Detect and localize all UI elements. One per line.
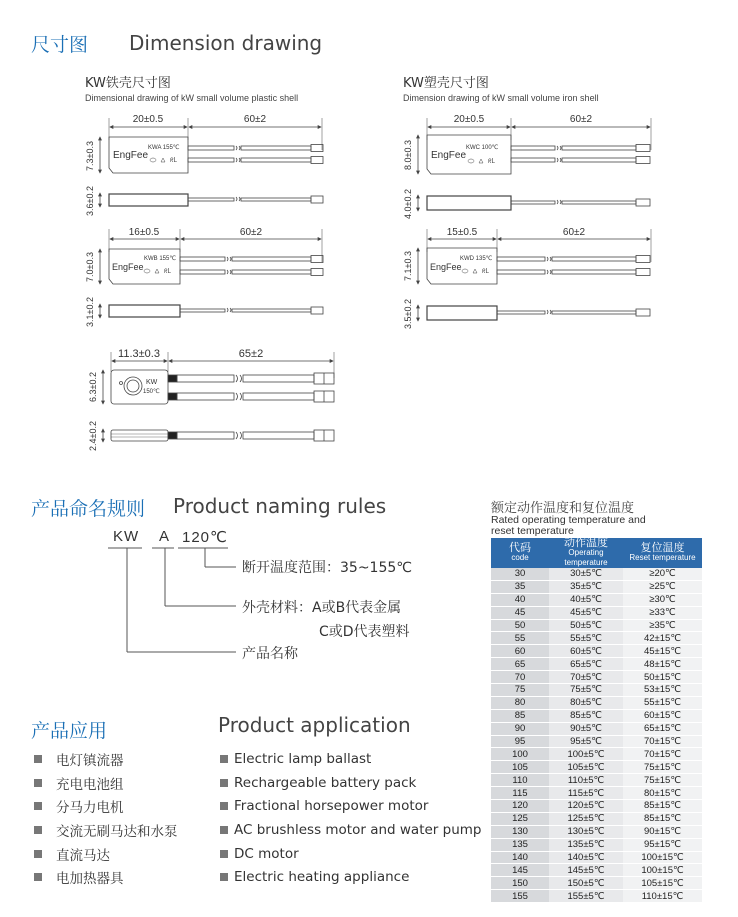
cell-reset-temp: 100±15℃ xyxy=(623,864,702,877)
kwa-width-label: 20±0.5 xyxy=(132,114,164,125)
naming-code-kw: KW xyxy=(113,528,140,545)
rated-table-title-cn: 额定动作温度和复位温度 xyxy=(491,501,635,516)
cell-reset-temp: ≥35℃ xyxy=(623,619,702,632)
cell-code: 70 xyxy=(491,671,549,684)
cell-reset-temp: 45±15℃ xyxy=(623,645,702,658)
cell-operating-temp: 150±5℃ xyxy=(549,877,623,890)
kwd-model: KWD 135℃ xyxy=(460,256,493,262)
cell-operating-temp: 50±5℃ xyxy=(549,619,623,632)
cell-operating-temp: 110±5℃ xyxy=(549,774,623,787)
kwb-model: KWB 155℃ xyxy=(144,256,177,262)
table-row xyxy=(491,812,702,825)
table-row xyxy=(491,851,702,864)
kwc-thick-label: 4.0±0.2 xyxy=(403,189,413,219)
cell-reset-temp: 80±15℃ xyxy=(623,787,702,800)
cell-code: 90 xyxy=(491,722,549,735)
round-label: KW xyxy=(146,379,158,386)
cell-code: 135 xyxy=(491,838,549,851)
cell-code: 40 xyxy=(491,593,549,606)
cell-operating-temp: 140±5℃ xyxy=(549,851,623,864)
header-code: 代码 code xyxy=(491,538,549,568)
table-row xyxy=(491,684,702,697)
list-item: Rechargeable battery pack xyxy=(220,771,482,795)
cell-code: 85 xyxy=(491,709,549,722)
list-item: DC motor xyxy=(220,842,482,866)
table-row xyxy=(491,696,702,709)
cell-code: 150 xyxy=(491,877,549,890)
cell-operating-temp: 130±5℃ xyxy=(549,825,623,838)
list-item: AC brushless motor and water pump xyxy=(220,818,482,842)
cell-reset-temp: 65±15℃ xyxy=(623,722,702,735)
table-row xyxy=(491,593,702,606)
cell-code: 60 xyxy=(491,645,549,658)
cell-code: 55 xyxy=(491,632,549,645)
cell-reset-temp: 70±15℃ xyxy=(623,748,702,761)
square-bullet-icon xyxy=(220,873,228,881)
square-bullet-icon xyxy=(34,755,42,763)
table-row xyxy=(491,632,702,645)
cell-code: 130 xyxy=(491,825,549,838)
round-drawing xyxy=(103,352,334,442)
cell-code: 30 xyxy=(491,568,549,580)
kwb-drawing xyxy=(100,229,323,318)
application-list-en xyxy=(220,747,482,889)
kwd-drawing xyxy=(418,229,651,321)
header-reset-temp: 复位温度 Reset temperature xyxy=(623,538,702,568)
svg-text:ᖇᒪ: ᖇᒪ xyxy=(170,158,177,164)
cell-operating-temp: 95±5℃ xyxy=(549,735,623,748)
kwa-thick-label: 3.6±0.2 xyxy=(85,186,95,216)
cell-code: 145 xyxy=(491,864,549,877)
cell-code: 115 xyxy=(491,787,549,800)
cell-reset-temp: 105±15℃ xyxy=(623,877,702,890)
kwc-model: KWC 100℃ xyxy=(466,145,499,151)
cell-operating-temp: 80±5℃ xyxy=(549,696,623,709)
table-row xyxy=(491,864,702,877)
cell-code: 50 xyxy=(491,619,549,632)
list-item: 交流无刷马达和水泵 xyxy=(34,818,178,842)
naming-title-cn: 产品命名规则 xyxy=(31,498,146,520)
cell-code: 155 xyxy=(491,890,549,903)
kwd-thick-label: 3.5±0.2 xyxy=(403,299,413,329)
cell-code: 110 xyxy=(491,774,549,787)
application-list-cn xyxy=(34,747,178,889)
table-row xyxy=(491,735,702,748)
cell-reset-temp: 42±15℃ xyxy=(623,632,702,645)
cell-reset-temp: 85±15℃ xyxy=(623,800,702,813)
left-drawing-title-en: Dimensional drawing of kW small volume plastic shell xyxy=(85,93,299,103)
kwb-brand: EngFee xyxy=(112,262,144,272)
round-width-label: 11.3±0.3 xyxy=(118,348,160,360)
table-row xyxy=(491,671,702,684)
kwa-model: KWA 155℃ xyxy=(148,145,180,151)
cell-reset-temp: ≥33℃ xyxy=(623,606,702,619)
dimension-title-en: Dimension drawing xyxy=(129,31,323,55)
kwc-brand: EngFee xyxy=(431,150,467,161)
cell-reset-temp: 53±15℃ xyxy=(623,684,702,697)
kwb-width-label: 16±0.5 xyxy=(128,227,160,238)
table-row xyxy=(491,877,702,890)
table-row xyxy=(491,722,702,735)
cell-operating-temp: 120±5℃ xyxy=(549,800,623,813)
table-row xyxy=(491,761,702,774)
cell-code: 120 xyxy=(491,800,549,813)
naming-line-temp-range: 断开温度范围：35~155℃ xyxy=(242,560,412,576)
kwb-lead-label: 60±2 xyxy=(239,227,263,238)
cell-reset-temp: 55±15℃ xyxy=(623,696,702,709)
rated-table-body xyxy=(491,568,702,903)
round-temp: 150℃ xyxy=(143,389,160,395)
table-row xyxy=(491,645,702,658)
naming-line-product-name: 产品名称 xyxy=(242,646,298,662)
naming-line-plastic: C或D代表塑料 xyxy=(319,624,410,640)
svg-text:ᖇᒪ: ᖇᒪ xyxy=(164,269,171,275)
table-row xyxy=(491,658,702,671)
cell-reset-temp: 85±15℃ xyxy=(623,812,702,825)
cell-operating-temp: 55±5℃ xyxy=(549,632,623,645)
cell-operating-temp: 100±5℃ xyxy=(549,748,623,761)
table-header-row xyxy=(491,538,702,568)
cell-code: 100 xyxy=(491,748,549,761)
square-bullet-icon xyxy=(220,850,228,858)
cell-code: 125 xyxy=(491,812,549,825)
table-row xyxy=(491,748,702,761)
naming-connector-lines xyxy=(0,540,260,660)
table-row xyxy=(491,580,702,593)
naming-code-a: A xyxy=(159,528,171,545)
cell-code: 65 xyxy=(491,658,549,671)
round-height-label: 6.3±0.2 xyxy=(88,372,98,402)
cell-operating-temp: 65±5℃ xyxy=(549,658,623,671)
list-item: 分马力电机 xyxy=(34,794,178,818)
kwc-width-label: 20±0.5 xyxy=(453,114,485,125)
table-row xyxy=(491,787,702,800)
application-title-cn: 产品应用 xyxy=(31,720,108,742)
table-row xyxy=(491,606,702,619)
cell-operating-temp: 125±5℃ xyxy=(549,812,623,825)
kwd-brand: EngFee xyxy=(430,262,462,272)
rated-table-title-en-1: Rated operating temperature and xyxy=(491,514,646,526)
cell-operating-temp: 30±5℃ xyxy=(549,568,623,580)
naming-line-shell-material: 外壳材料：A或B代表金属 xyxy=(242,600,402,616)
cell-operating-temp: 115±5℃ xyxy=(549,787,623,800)
kwc-drawing xyxy=(418,118,651,211)
kwb-height-label: 7.0±0.3 xyxy=(85,252,95,282)
cell-reset-temp: 90±15℃ xyxy=(623,825,702,838)
kwc-height-label: 8.0±0.3 xyxy=(403,140,413,170)
cell-operating-temp: 35±5℃ xyxy=(549,580,623,593)
cell-operating-temp: 45±5℃ xyxy=(549,606,623,619)
kwa-drawing xyxy=(100,118,323,207)
cell-operating-temp: 105±5℃ xyxy=(549,761,623,774)
list-item: 充电电池组 xyxy=(34,771,178,795)
naming-title-en: Product naming rules xyxy=(173,494,387,518)
cell-reset-temp: 110±15℃ xyxy=(623,890,702,903)
table-row xyxy=(491,800,702,813)
cell-reset-temp: 48±15℃ xyxy=(623,658,702,671)
list-item: 电加热器具 xyxy=(34,865,178,889)
right-drawing-title-en: Dimension drawing of kW small volume iron shell xyxy=(403,93,599,103)
square-bullet-icon xyxy=(220,826,228,834)
cell-operating-temp: 155±5℃ xyxy=(549,890,623,903)
cell-reset-temp: 95±15℃ xyxy=(623,838,702,851)
cell-reset-temp: ≥20℃ xyxy=(623,568,702,580)
svg-text:ᖇᒪ: ᖇᒪ xyxy=(482,269,489,275)
cell-operating-temp: 75±5℃ xyxy=(549,684,623,697)
cell-code: 80 xyxy=(491,696,549,709)
list-item: 直流马达 xyxy=(34,842,178,866)
square-bullet-icon xyxy=(220,755,228,763)
cell-code: 105 xyxy=(491,761,549,774)
square-bullet-icon xyxy=(34,873,42,881)
square-bullet-icon xyxy=(220,779,228,787)
kwd-height-label: 7.1±0.3 xyxy=(403,251,413,281)
list-item: Fractional horsepower motor xyxy=(220,794,482,818)
rated-temperature-table xyxy=(491,538,702,903)
cell-operating-temp: 135±5℃ xyxy=(549,838,623,851)
dimension-title-cn: 尺寸图 xyxy=(31,34,89,56)
kwa-height-label: 7.3±0.3 xyxy=(85,141,95,171)
cell-code: 75 xyxy=(491,684,549,697)
kwb-thick-label: 3.1±0.2 xyxy=(85,297,95,327)
table-row xyxy=(491,619,702,632)
cell-operating-temp: 60±5℃ xyxy=(549,645,623,658)
header-operating-temp: 动作温度 Operating temperature xyxy=(549,538,623,568)
cell-code: 45 xyxy=(491,606,549,619)
table-row xyxy=(491,568,702,580)
cell-operating-temp: 145±5℃ xyxy=(549,864,623,877)
svg-text:ᖇᒪ: ᖇᒪ xyxy=(488,159,495,165)
cell-operating-temp: 40±5℃ xyxy=(549,593,623,606)
square-bullet-icon xyxy=(220,802,228,810)
table-row xyxy=(491,890,702,903)
application-title-en: Product application xyxy=(218,713,411,737)
square-bullet-icon xyxy=(34,802,42,810)
cell-reset-temp: 50±15℃ xyxy=(623,671,702,684)
cell-reset-temp: ≥30℃ xyxy=(623,593,702,606)
cell-operating-temp: 90±5℃ xyxy=(549,722,623,735)
cell-reset-temp: 100±15℃ xyxy=(623,851,702,864)
cell-reset-temp: 60±15℃ xyxy=(623,709,702,722)
table-row xyxy=(491,774,702,787)
table-row xyxy=(491,838,702,851)
cell-reset-temp: 70±15℃ xyxy=(623,735,702,748)
square-bullet-icon xyxy=(34,779,42,787)
kwa-brand: EngFee xyxy=(113,150,149,161)
list-item: 电灯镇流器 xyxy=(34,747,178,771)
kwd-width-label: 15±0.5 xyxy=(446,227,478,238)
cell-reset-temp: 75±15℃ xyxy=(623,761,702,774)
kwa-lead-label: 60±2 xyxy=(243,114,267,125)
table-row xyxy=(491,709,702,722)
kwc-lead-label: 60±2 xyxy=(569,114,593,125)
naming-code-temp: 120℃ xyxy=(182,529,228,546)
cell-operating-temp: 85±5℃ xyxy=(549,709,623,722)
cell-reset-temp: 75±15℃ xyxy=(623,774,702,787)
kwd-lead-label: 60±2 xyxy=(562,227,586,238)
right-drawing-title-cn: KW塑壳尺寸图 xyxy=(403,76,489,91)
round-lead-label: 65±2 xyxy=(238,348,264,360)
left-drawing-title-cn: KW铁壳尺寸图 xyxy=(85,76,171,91)
list-item: Electric lamp ballast xyxy=(220,747,482,771)
table-row xyxy=(491,825,702,838)
cell-code: 140 xyxy=(491,851,549,864)
rated-table-title-en-2: reset temperature xyxy=(491,525,574,537)
list-item: Electric heating appliance xyxy=(220,865,482,889)
square-bullet-icon xyxy=(34,826,42,834)
cell-code: 35 xyxy=(491,580,549,593)
square-bullet-icon xyxy=(34,850,42,858)
cell-reset-temp: ≥25℃ xyxy=(623,580,702,593)
cell-code: 95 xyxy=(491,735,549,748)
round-thick-label: 2.4±0.2 xyxy=(88,421,98,451)
cell-operating-temp: 70±5℃ xyxy=(549,671,623,684)
